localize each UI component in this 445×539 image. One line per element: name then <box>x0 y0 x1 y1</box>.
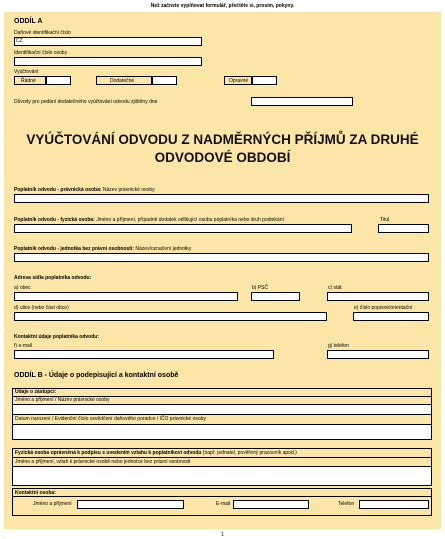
top-instruction: Než začnete vyplňovat formulář, přečtěte si, prosím, pokyny. <box>150 3 295 9</box>
payer-titul-label: Titul <box>380 217 390 223</box>
payer-jbpo-label: Poplatník odvodu - jednotka bez právní osobnosti: Název/označení jednotky <box>14 246 192 252</box>
contact-heading: Kontaktní údaje poplatníka odvodu: <box>14 334 99 340</box>
page-number: 1 <box>221 532 224 538</box>
payer-fo-label: Poplatník odvodu - fyzická osoba: Jméno a příjmení, případně dodatek odlišující osobu poplatníka nebo druh podnikání <box>14 217 284 223</box>
dodatecne-label-box: Dodatečné <box>96 76 152 85</box>
dic-field[interactable] <box>14 37 202 46</box>
form-title-line1: VYÚČTOVÁNÍ ODVODU Z NADMĚRNÝCH PŘÍJMŮ ZA DRUHÉ <box>26 132 419 147</box>
section-a-heading: ODDÍL A <box>14 18 43 25</box>
zastupce-name-field[interactable] <box>13 405 431 415</box>
zastupce-id-label: Datum narození / Evidenční číslo osvědčení daňového poradce / IČO právnické osoby <box>15 416 206 422</box>
address-stat-field[interactable] <box>327 292 429 301</box>
address-stat-label: c) stát <box>328 285 342 291</box>
form-sheet <box>4 12 441 529</box>
contact-email-field[interactable] <box>14 350 274 359</box>
address-psc-field[interactable] <box>251 292 300 301</box>
kontakt-table <box>12 488 432 516</box>
dic-value: CZ <box>16 38 23 44</box>
payer-titul-field[interactable] <box>378 224 429 233</box>
address-ulice-field[interactable] <box>14 312 327 321</box>
payer-fo-field[interactable] <box>14 224 352 233</box>
duvody-label: Důvody pro podání dodatečného vyúčtování odvodu zjištěny dne <box>14 99 158 105</box>
fo-opravnena-table <box>12 448 432 486</box>
zastupce-name-label: Jméno a příjmení / Název právnické osoby <box>15 397 110 403</box>
address-obec-field[interactable] <box>14 292 238 301</box>
contact-telefon-field[interactable] <box>327 350 429 359</box>
payer-po-label: Poplatník odvodu - právnická osoba: Název právnické osoby <box>14 187 155 193</box>
kontakt-jmeno-field[interactable] <box>77 500 184 509</box>
address-heading: Adresa sídla poplatníka odvodu: <box>14 275 92 281</box>
address-psc-label: b) PSČ <box>252 285 269 291</box>
kontakt-email-field[interactable] <box>233 500 309 509</box>
dodatecne-checkbox[interactable] <box>152 76 177 85</box>
address-cislo-field[interactable] <box>353 312 429 321</box>
payer-po-field[interactable] <box>14 194 429 203</box>
zastupce-id-field[interactable] <box>13 425 431 439</box>
form-title-line2: ODVODOVÉ OBDOBÍ <box>154 150 291 165</box>
contact-email-label: f) e-mail <box>14 343 33 349</box>
kontakt-email-label: E-mail <box>216 501 231 507</box>
address-obec-label: a) obec <box>14 285 31 291</box>
ico-label: Identifikační číslo osoby <box>14 50 68 56</box>
section-b-heading: ODDÍL B - Údaje o podepisující a kontaktní osobě <box>14 372 179 379</box>
kontakt-telefon-label: Telefon <box>338 501 355 507</box>
vyuctovani-label: Vyúčtování <box>14 69 39 75</box>
opravne-label-box: Opravné <box>224 76 252 85</box>
duvody-date-field[interactable] <box>251 97 353 106</box>
zastupce-label: Údaje o zástupci: <box>15 389 57 395</box>
dic-label: Daňové identifikační číslo <box>14 30 71 36</box>
address-ulice-label: d) ulice (nebo část obce) <box>14 305 69 311</box>
fo-opravnena-sublabel: Jméno a příjmení, vztah k právnické osobě nebo jednotce bez právní osobnosti <box>15 459 191 465</box>
fo-opravnena-field[interactable] <box>13 467 431 485</box>
address-cislo-label: e) číslo popisné/orientační <box>354 305 413 311</box>
kontakt-label: Kontaktní osoba: <box>15 490 56 496</box>
kontakt-telefon-field[interactable] <box>359 500 429 509</box>
fo-opravnena-label: Fyzická osoba oprávněná k podpisu s uvedením vztahu k poplatníkovi odvodu (např. jednatel, pověřený pracovník apod.) <box>15 450 297 456</box>
contact-telefon-label: g) telefon <box>328 343 349 349</box>
payer-jbpo-field[interactable] <box>14 253 429 262</box>
zastupce-table <box>12 388 432 440</box>
ico-field[interactable] <box>14 57 202 66</box>
radne-label-box: Řádné <box>14 76 46 85</box>
radne-checkbox[interactable] <box>46 76 71 85</box>
opravne-checkbox[interactable] <box>252 76 277 85</box>
kontakt-jmeno-label: Jméno a příjmení <box>33 501 72 507</box>
